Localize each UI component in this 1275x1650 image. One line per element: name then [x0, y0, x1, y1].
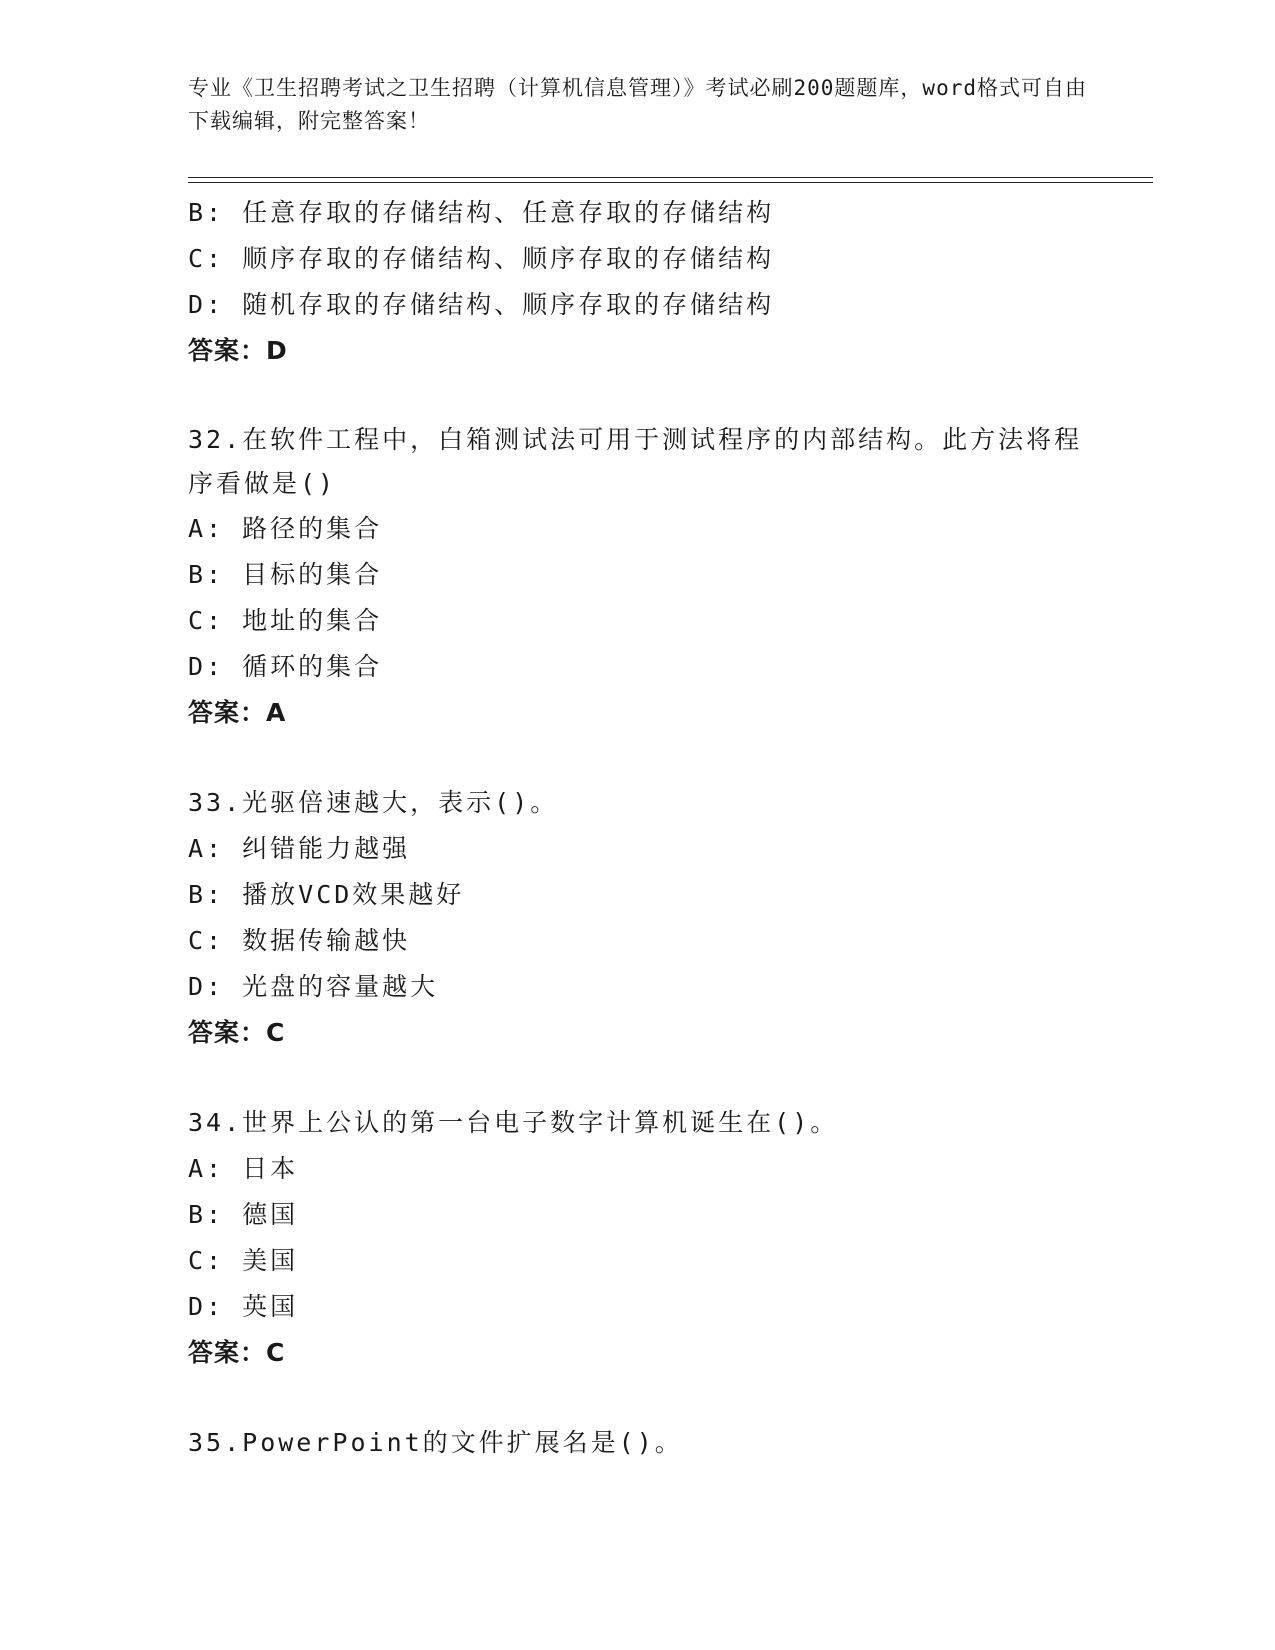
option-d: D: 随机存取的存储结构、顺序存取的存储结构: [188, 290, 775, 319]
answer: 答案：D: [188, 336, 288, 365]
document-header: 专业《卫生招聘考试之卫生招聘（计算机信息管理）》考试必刷200题题库，word格式可自由下载编辑，附完整答案！: [188, 76, 1087, 133]
question-text: 35.PowerPoint的文件扩展名是()。: [188, 1428, 683, 1457]
option-b: B: 目标的集合: [188, 560, 383, 589]
question-list: [188, 190, 1088, 1466]
question-34: [188, 1100, 1088, 1376]
spacer: [188, 736, 1088, 780]
question-text: 33.光驱倍速越大，表示()。: [188, 788, 559, 817]
spacer: [188, 1376, 1088, 1420]
option-a: A: 路径的集合: [188, 514, 383, 543]
option-c: C: 地址的集合: [188, 606, 383, 635]
question-text: 32.在软件工程中，白箱测试法可用于测试程序的内部结构。此方法将程序看做是(): [188, 425, 1083, 498]
option-d: D: 循环的集合: [188, 652, 383, 681]
option-b: B: 德国: [188, 1200, 299, 1229]
question-31: [188, 190, 1088, 374]
question-32: [188, 418, 1088, 736]
header-divider-bottom: [188, 182, 1153, 183]
answer: 答案：A: [188, 698, 287, 727]
option-a: A: 日本: [188, 1154, 299, 1183]
option-c: C: 顺序存取的存储结构、顺序存取的存储结构: [188, 244, 775, 273]
answer: 答案：C: [188, 1018, 286, 1047]
header-divider-top: [188, 177, 1153, 178]
option-d: D: 光盘的容量越大: [188, 972, 439, 1001]
option-d: D: 英国: [188, 1292, 299, 1321]
spacer: [188, 374, 1088, 418]
option-b: B: 任意存取的存储结构、任意存取的存储结构: [188, 198, 775, 227]
option-a: A: 纠错能力越强: [188, 834, 411, 863]
question-text: 34.世界上公认的第一台电子数字计算机诞生在()。: [188, 1108, 839, 1137]
option-c: C: 美国: [188, 1246, 299, 1275]
spacer: [188, 1056, 1088, 1100]
option-c: C: 数据传输越快: [188, 926, 411, 955]
question-33: [188, 780, 1088, 1056]
option-b: B: 播放VCD效果越好: [188, 880, 465, 909]
question-35: [188, 1420, 1088, 1466]
answer: 答案：C: [188, 1338, 286, 1367]
